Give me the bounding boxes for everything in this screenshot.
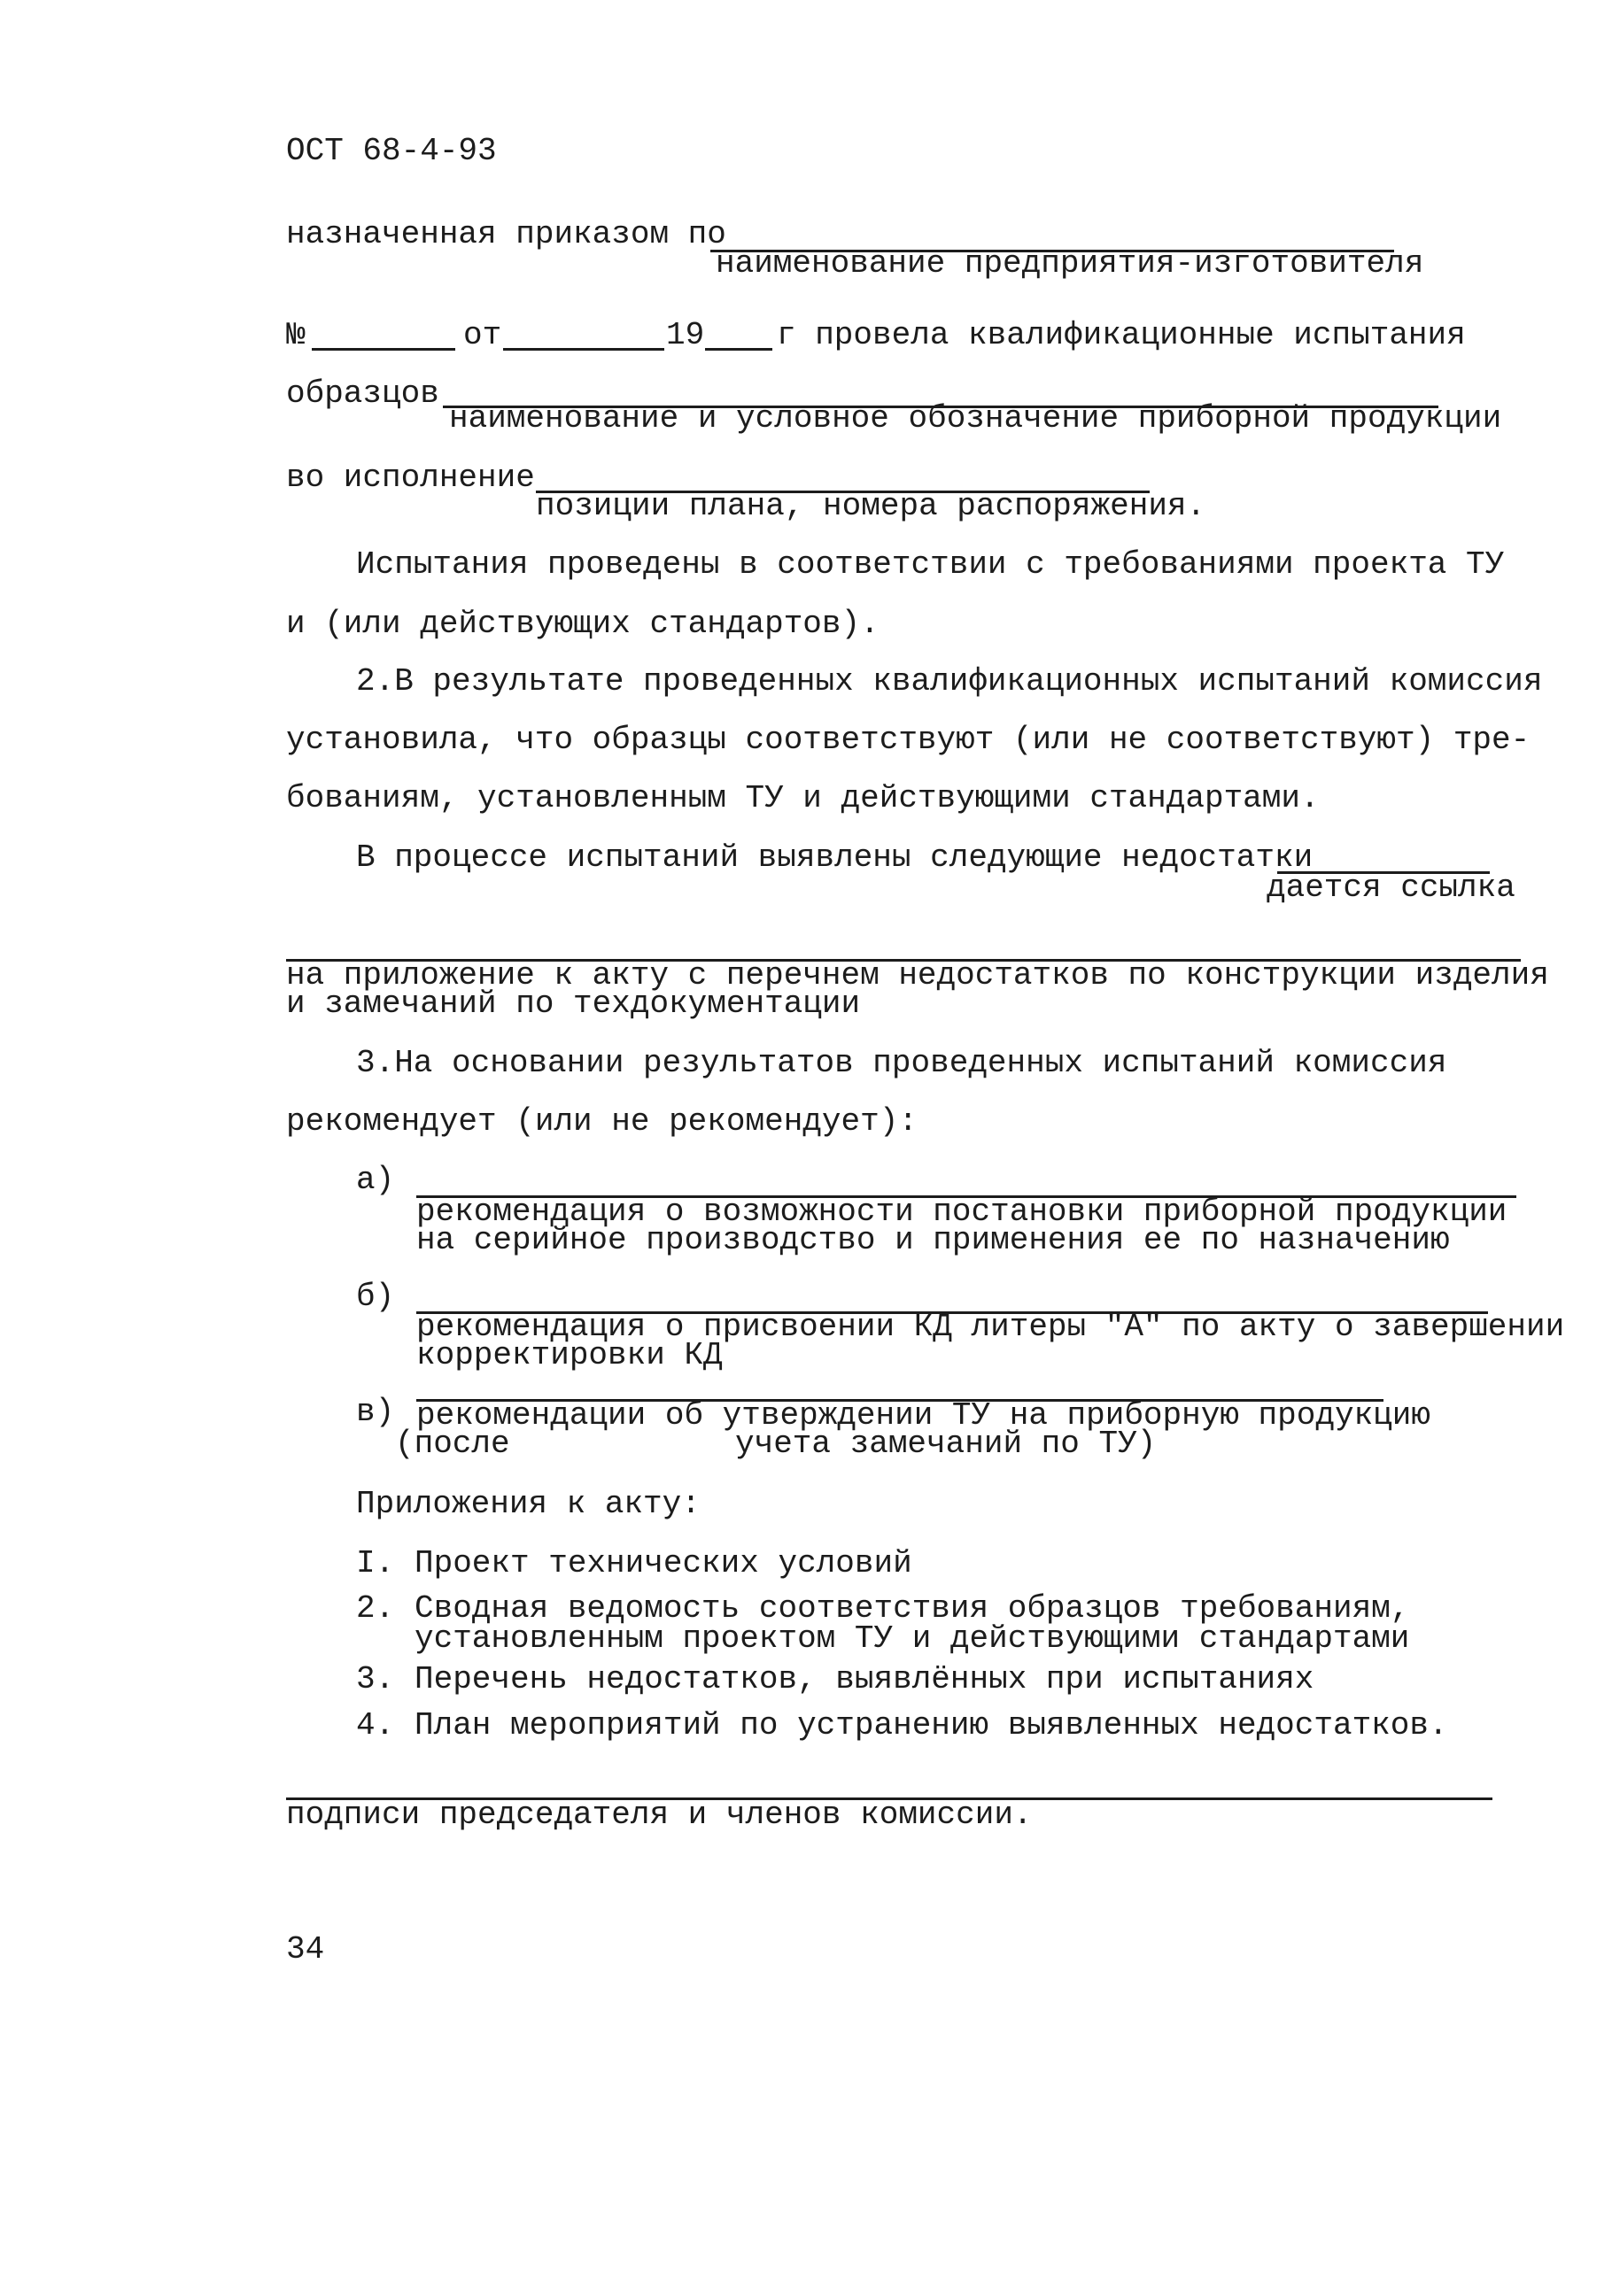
recommendation-b-caption-2: корректировки КД [416, 1337, 723, 1373]
appendices-title: Приложения к акту: [356, 1486, 701, 1522]
execution-label: во исполнение [286, 460, 535, 496]
plan-caption: позиции плана, номера распоряжения. [536, 488, 1206, 524]
paragraph-2-line-2: установила, что образцы соответствуют (или не соответствуют) тре- [286, 722, 1531, 758]
year-prefix: 19 [666, 317, 705, 353]
paragraph-1-line-2: и (или действующих стандартов). [286, 606, 880, 642]
defects-caption-3: и замечаний по техдокументации [286, 986, 861, 1022]
page-number: 34 [286, 1931, 325, 1967]
appendix-text: Проект технических условий [415, 1545, 912, 1581]
appendix-text: План мероприятий по устранению выявленных недостатков. [415, 1707, 1448, 1743]
paragraph-2-line-3: бованиям, установленным ТУ и действующими стандартами. [286, 780, 1320, 816]
recommendation-b-caption-1: рекомендация о присвоении КД литеры "А" по акту о завершении [416, 1309, 1565, 1345]
samples-label: образцов [286, 375, 439, 412]
number-sign: № [286, 317, 306, 353]
appendix-number: I. [356, 1545, 395, 1581]
appendix-text: Сводная ведомость соответствия образцов требованиям, [415, 1590, 1410, 1627]
number-blank-line [312, 348, 455, 351]
appendix-number: 4. [356, 1707, 395, 1743]
defects-text: В процессе испытаний выявлены следующие недостатки [356, 839, 1314, 876]
paragraph-1-line-1: Испытания проведены в соответствии с требованиями проекта ТУ [356, 546, 1505, 583]
appointed-by-label: назначенная приказом по [286, 216, 726, 252]
enterprise-caption: наименование предприятия-изготовителя [716, 245, 1424, 282]
signature-caption: подписи председателя и членов комиссии. [286, 1797, 1033, 1833]
conducted-text: г провела квалификационные испытания [777, 317, 1466, 353]
recommendation-v-caption-1: рекомендации об утверждении ТУ на приборную продукцию [416, 1397, 1430, 1434]
product-caption: наименование и условное обозначение приборной продукции [449, 400, 1502, 437]
recommendation-v-label: в) [356, 1394, 395, 1430]
paragraph-2-line-1: 2.В результате проведенных квалификационных испытаний комиссия [356, 663, 1543, 700]
appendix-text-continuation: установленным проектом ТУ и действующими стандартами [415, 1620, 1410, 1657]
from-label: от [463, 317, 502, 353]
defects-caption-2: на приложение к акту с перечнем недостатков по конструкции изделия [286, 957, 1549, 993]
year-blank-line [705, 348, 772, 351]
document-code: ОСТ 68-4-93 [286, 133, 497, 169]
recommendation-a-caption-2: на серийное производство и применения ее по назначению [416, 1222, 1450, 1258]
paragraph-3-line-2: рекомендует (или не рекомендует): [286, 1103, 918, 1140]
recommendation-a-caption-1: рекомендация о возможности постановки приборной продукции [416, 1194, 1507, 1230]
recommendation-v-caption-2a: (после [395, 1426, 510, 1462]
paragraph-3-line-1: 3.На основании результатов проведенных испытаний комиссия [356, 1045, 1447, 1081]
date-blank-line [503, 348, 664, 351]
recommendation-v-caption-2b: учета замечаний по ТУ) [735, 1426, 1157, 1462]
recommendation-a-label: а) [356, 1162, 395, 1198]
recommendation-b-label: б) [356, 1279, 395, 1315]
defects-caption-1: дается ссылка [1267, 870, 1515, 906]
appendix-number: 2. [356, 1590, 395, 1627]
appendix-text: Перечень недостатков, выявлённых при испытаниях [415, 1661, 1314, 1697]
appendix-number: 3. [356, 1661, 395, 1697]
